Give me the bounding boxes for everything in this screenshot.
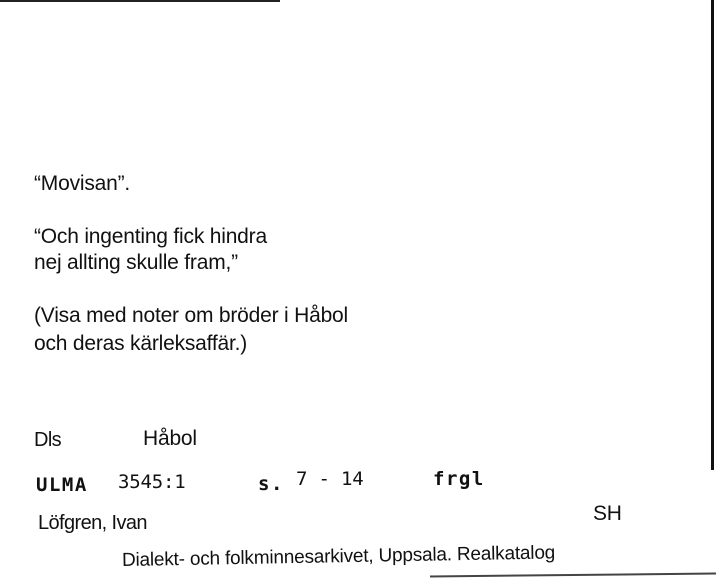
initials: SH (593, 502, 622, 525)
note-line-1: (Visa med noter om bröder i Håbol (34, 304, 348, 327)
quote-line-2: nej allting skulle fram,” (34, 251, 238, 274)
page-label: s. (258, 473, 284, 495)
archive-footer: Dialekt- och folkminnesarkivet, Uppsala. Realkatalog (121, 542, 556, 571)
note-line-2: och deras kärleksaffär.) (34, 332, 248, 355)
type-code: frgl (433, 468, 485, 490)
card-top-edge (0, 0, 280, 2)
quote-line-1: “Och ingenting fick hindra (34, 225, 267, 248)
song-title: “Movisan”. (34, 172, 131, 195)
archive-code: ULMA (36, 474, 88, 496)
card-right-edge (711, 0, 714, 470)
recorder-name: Löfgren, Ivan (38, 512, 147, 534)
province-code: Dls (34, 429, 62, 451)
card-bottom-edge (430, 573, 716, 578)
archive-number: 3545:1 (118, 471, 186, 493)
page-range: 7 - 14 (296, 468, 364, 490)
parish-name: Håbol (143, 427, 197, 450)
